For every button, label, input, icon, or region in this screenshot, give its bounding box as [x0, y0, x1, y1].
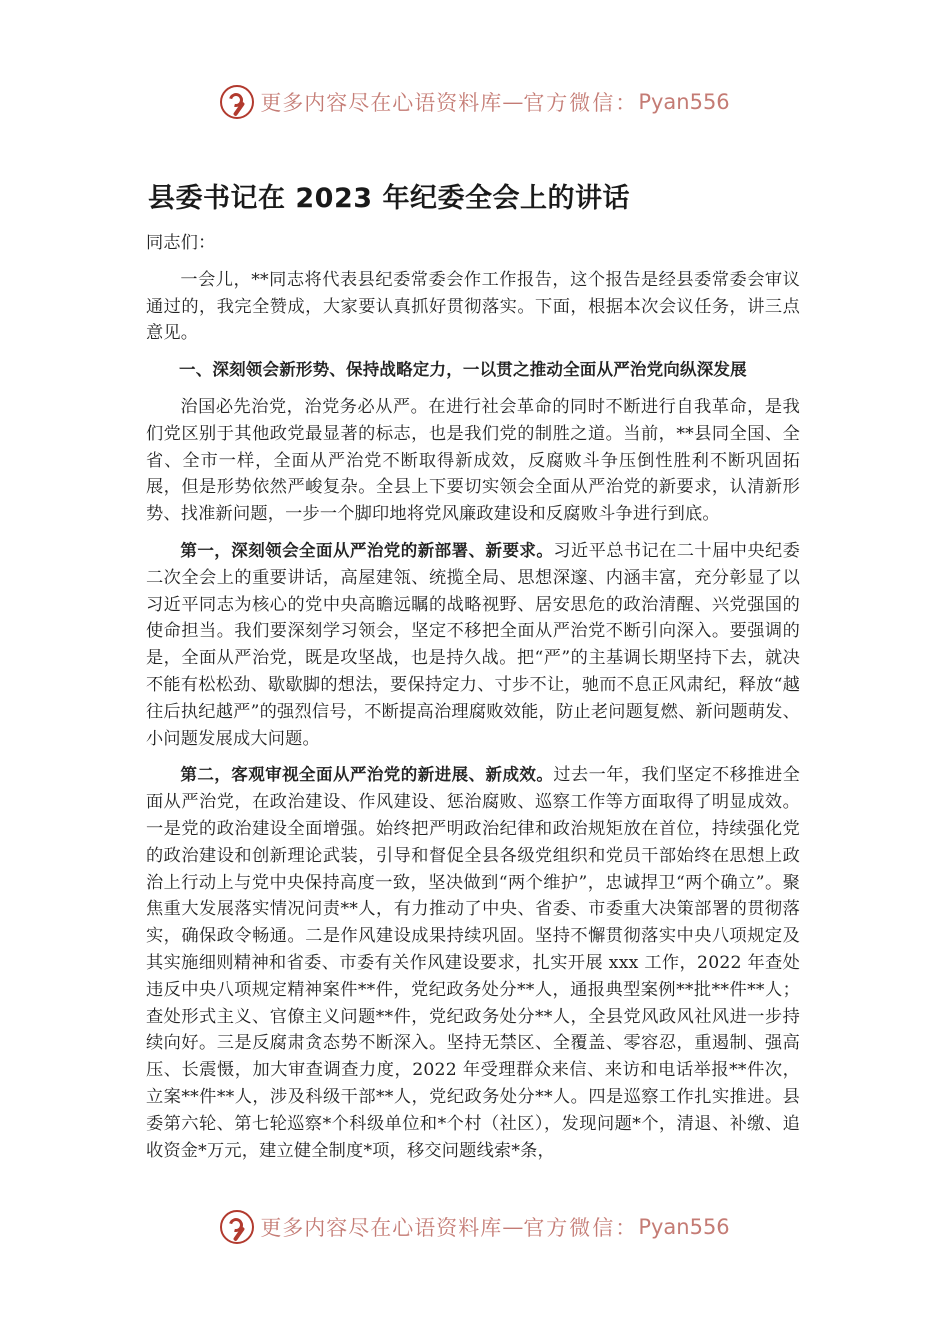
- banner-label: 官方微信：: [523, 91, 639, 115]
- banner-wechat-id: Pyan556: [638, 1215, 730, 1239]
- page-title: 县委书记在 2023 年纪委全会上的讲话: [148, 183, 630, 214]
- banner-text: 更多内容尽在心语资料库: [260, 91, 503, 115]
- logo-icon: [220, 85, 254, 119]
- footer-banner: [0, 1207, 950, 1247]
- point-2-paragraph: [146, 762, 800, 1164]
- banner-separator: —: [502, 90, 524, 114]
- point-1-text: 习近平总书记在二十届中央纪委二次全会上的重要讲话，高屋建瓴、统揽全局、思想深邃、内涵丰富，充分彰显了以习近平同志为核心的党中央高瞻远瞩的战略视野、居安思危的政治清醒、兴党强国的使命担当。我们要深刻学习领会，坚定不移把全面从严治党不断引向深入。要强调的是，全面从严治党，既是攻坚战，也是持久战。把“严”的主基调长期坚持下去，就决不能有松松劲、歇歇脚的想法，要保持定力、寸步不让，驰而不息正风肃纪，释放“越往后执纪越严”的强烈信号，不断提高治理腐败效能，防止老问题复燃、新问题萌发、小问题发展成大问题。: [146, 540, 800, 749]
- point-2-lead: 第二，客观审视全面从严治党的新进展、新成效。: [180, 765, 554, 785]
- document-body: [146, 230, 800, 1174]
- point-1-lead: 第一，深刻领会全面从严治党的新部署、新要求。: [180, 540, 554, 560]
- greeting: 同志们：: [146, 233, 216, 253]
- section-1-paragraph: 治国必先治党，治党务必从严。在进行社会革命的同时不断进行自我革命，是我们党区别于其他政党最显著的标志，也是我们党的制胜之道。当前，**县同全国、全省、全市一样，全面从严治党不断取得新成效，反腐败斗争压倒性胜利不断巩固拓展，但是形势依然严峻复杂。全县上下要切实领会全面从严治党的新要求，认清新形势、找准新问题，一步一个脚印地将党风廉政建设和反腐败斗争进行到底。: [146, 396, 800, 525]
- banner-separator: —: [502, 1215, 524, 1239]
- banner-label: 官方微信：: [523, 1216, 639, 1240]
- point-1-paragraph: [146, 538, 800, 752]
- logo-icon: [220, 1210, 254, 1244]
- header-banner: [0, 82, 950, 122]
- banner-wechat-id: Pyan556: [638, 90, 730, 114]
- point-2-text: 过去一年，我们坚定不移推进全面从严治党，在政治建设、作风建设、惩治腐败、巡察工作等方面取得了明显成效。一是党的政治建设全面增强。始终把严明政治纪律和政治规矩放在首位，持续强化党的政治建设和创新理论武装，引导和督促全县各级党组织和党员干部始终在思想上政治上行动上与党中央保持高度一致，坚决做到“两个维护”，忠诚捍卫“两个确立”。聚焦重大发展落实情况问责**人，有力推动了中央、省委、市委重大决策部署的贯彻落实，确保政令畅通。二是作风建设成果持续巩固。坚持不懈贯彻落实中央八项规定及其实施细则精神和省委、市委有关作风建设要求，扎实开展 xxx 工作，2022 年查处违反中央八项规定精神案件**件，党纪政务处分**人，通报典型案例**批**件**人；查处形式主义、官僚主义问题**件，党纪政务处分**人，全县党风政风社风进一步持续向好。三是反腐肃贪态势不断深入。坚持无禁区、全覆盖、零容忍，重遏制、强高压、长震慑，加大审查调查力度，2022 年受理群众来信、来访和电话举报**件次，立案**件**人，涉及科级干部**人，党纪政务处分**人。四是巡察工作扎实推进。县委第六轮、第七轮巡察*个科级单位和*个村（社区），发现问题*个，清退、补缴、追收资金*万元，建立健全制度*项，移交问题线索*条，: [146, 765, 800, 1161]
- intro-paragraph: 一会儿，**同志将代表县纪委常委会作工作报告，这个报告是经县委常委会审议通过的，我完全赞成，大家要认真抓好贯彻落实。下面，根据本次会议任务，讲三点意见。: [146, 269, 800, 344]
- banner-text: 更多内容尽在心语资料库: [260, 1216, 503, 1240]
- section-1-heading: 一、深刻领会新形势、保持战略定力，一以贯之推动全面从严治党向纵深发展: [179, 360, 747, 380]
